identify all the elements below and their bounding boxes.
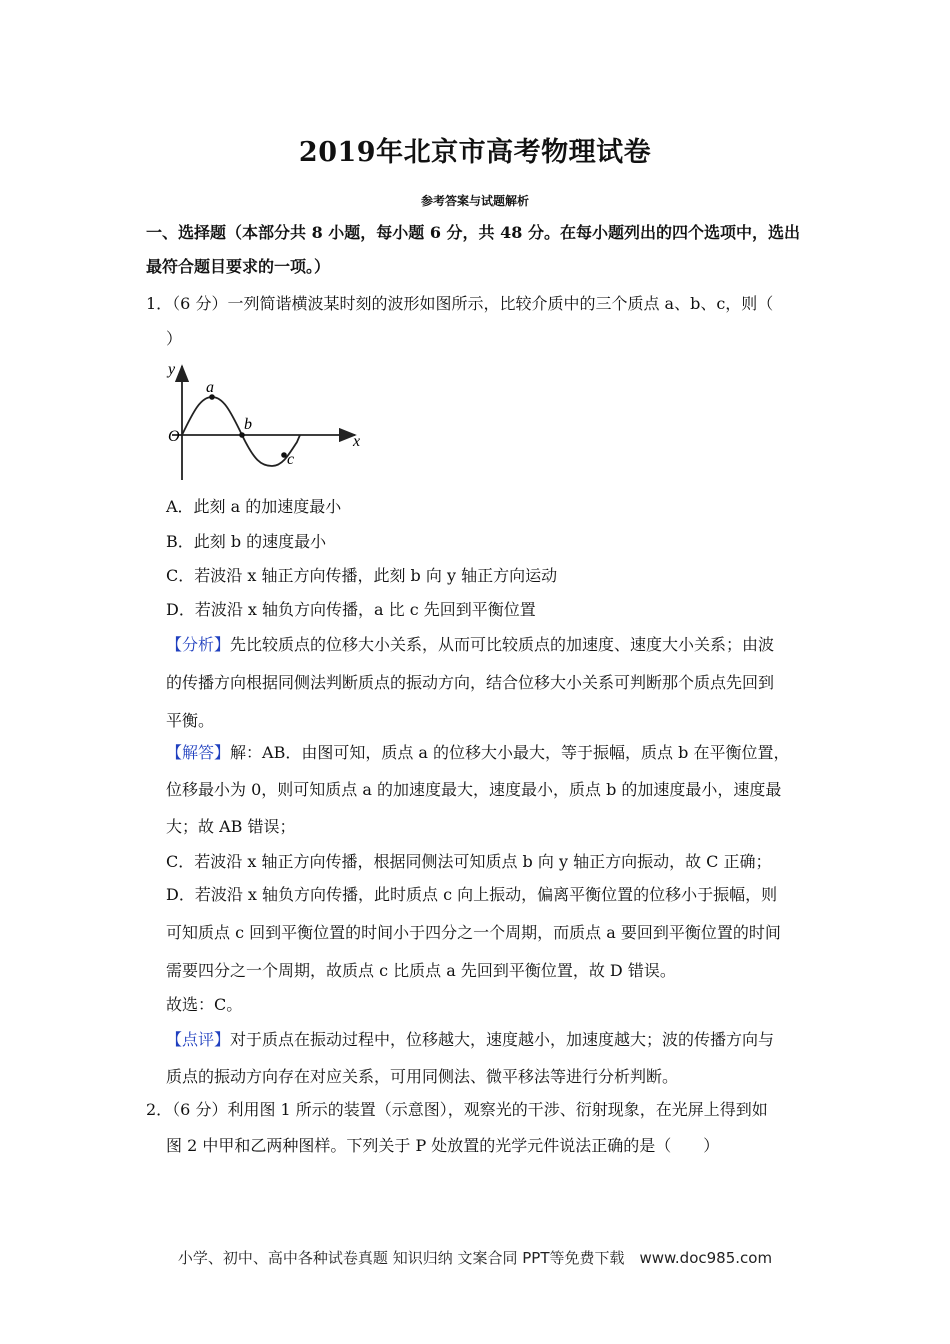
x-axis-label: x bbox=[353, 433, 361, 450]
section-heading bbox=[146, 216, 816, 284]
q1-option-d: D．若波沿 x 轴负方向传播，a 比 c 先回到平衡位置 bbox=[166, 600, 536, 619]
q1-answer-line4: C．若波沿 x 轴正方向传播，根据同侧法可知质点 b 向 y 轴正方向振动，故 C 正确； bbox=[166, 852, 772, 871]
q1-option-a: A．此刻 a 的加速度最小 bbox=[166, 497, 342, 516]
point-c-dot bbox=[281, 452, 287, 458]
q1-stem-line2: ） bbox=[166, 329, 183, 348]
page-subtitle: 参考答案与试题解析 bbox=[420, 194, 529, 208]
q1-comment-line2: 质点的振动方向存在对应关系，可用同侧法、微平移法等进行分析判断。 bbox=[166, 1067, 679, 1086]
analysis-text-1: 先比较质点的位移大小关系，从而可比较质点的加速度、速度大小关系；由波 bbox=[230, 635, 775, 654]
q1-answer-line3: 大；故 AB 错误； bbox=[166, 817, 296, 836]
q1-answer-line8: 故选：C。 bbox=[166, 995, 243, 1014]
page-footer: 小学、初中、高中各种试卷真题 知识归纳 文案合同 PPT等免费下载 www.doc985.com bbox=[177, 1249, 773, 1267]
q2-stem-line2: 图 2 中甲和乙两种图样。下列关于 P 处放置的光学元件说法正确的是（ ） bbox=[166, 1136, 720, 1155]
analysis-tag: 【分析】 bbox=[166, 635, 231, 654]
q1-answer-line6: 可知质点 c 回到平衡位置的时间小于四分之一个周期，而质点 a 要回到平衡位置的时间 bbox=[166, 923, 781, 942]
point-c-label: c bbox=[287, 451, 295, 468]
answer-tag: 【解答】 bbox=[166, 743, 231, 762]
q1-analysis-line2: 的传播方向根据同侧法判断质点的振动方向，结合位移大小关系可判断那个质点先回到 bbox=[166, 673, 775, 692]
q1-option-c: C．若波沿 x 轴正方向传播，此刻 b 向 y 轴正方向运动 bbox=[166, 566, 558, 585]
q1-answer-line5: D．若波沿 x 轴负方向传播，此时质点 c 向上振动，偏离平衡位置的位移小于振幅，则 bbox=[166, 885, 778, 904]
section-heading-line2: 最符合题目要求的一项。） bbox=[146, 257, 331, 276]
answer-text-1: 解：AB．由图可知，质点 a 的位移大小最大，等于振幅，质点 b 在平衡位置， bbox=[230, 743, 790, 762]
q1-analysis-line1 bbox=[166, 635, 774, 655]
point-a-label: a bbox=[206, 379, 214, 396]
point-b-dot bbox=[239, 432, 245, 438]
q2-stem-line1: 2．（6 分）利用图 1 所示的装置（示意图），观察光的干涉、衍射现象，在光屏上得到如 bbox=[146, 1100, 768, 1119]
q1-comment-line1 bbox=[166, 1030, 774, 1050]
q1-answer-line2: 位移最小为 0，则可知质点 a 的加速度最大，速度最小，质点 b 的加速度最小，速度最 bbox=[166, 780, 782, 799]
section-heading-line1: 一、选择题（本部分共 8 小题，每小题 6 分，共 48 分。在每小题列出的四个选项中，选出 bbox=[146, 223, 800, 242]
y-axis-label: y bbox=[168, 361, 176, 378]
q1-answer-line7: 需要四分之一个周期，故质点 c 比质点 a 先回到平衡位置，故 D 错误。 bbox=[166, 961, 676, 980]
origin-label: O bbox=[168, 428, 180, 445]
comment-text-1: 对于质点在振动过程中，位移越大，速度越小，加速度越大；波的传播方向与 bbox=[230, 1030, 775, 1049]
comment-tag: 【点评】 bbox=[166, 1030, 231, 1049]
q1-option-b: B．此刻 b 的速度最小 bbox=[166, 532, 327, 551]
point-b-label: b bbox=[244, 416, 252, 433]
q1-analysis-line3: 平衡。 bbox=[166, 711, 215, 730]
page-title: 2019年北京市高考物理试卷 bbox=[298, 137, 652, 168]
q1-stem-line1: 1．（6 分）一列简谐横波某时刻的波形如图所示，比较介质中的三个质点 a、b、c，则（ bbox=[146, 294, 774, 313]
wave-figure bbox=[160, 360, 370, 485]
q1-answer-line1 bbox=[166, 743, 789, 763]
